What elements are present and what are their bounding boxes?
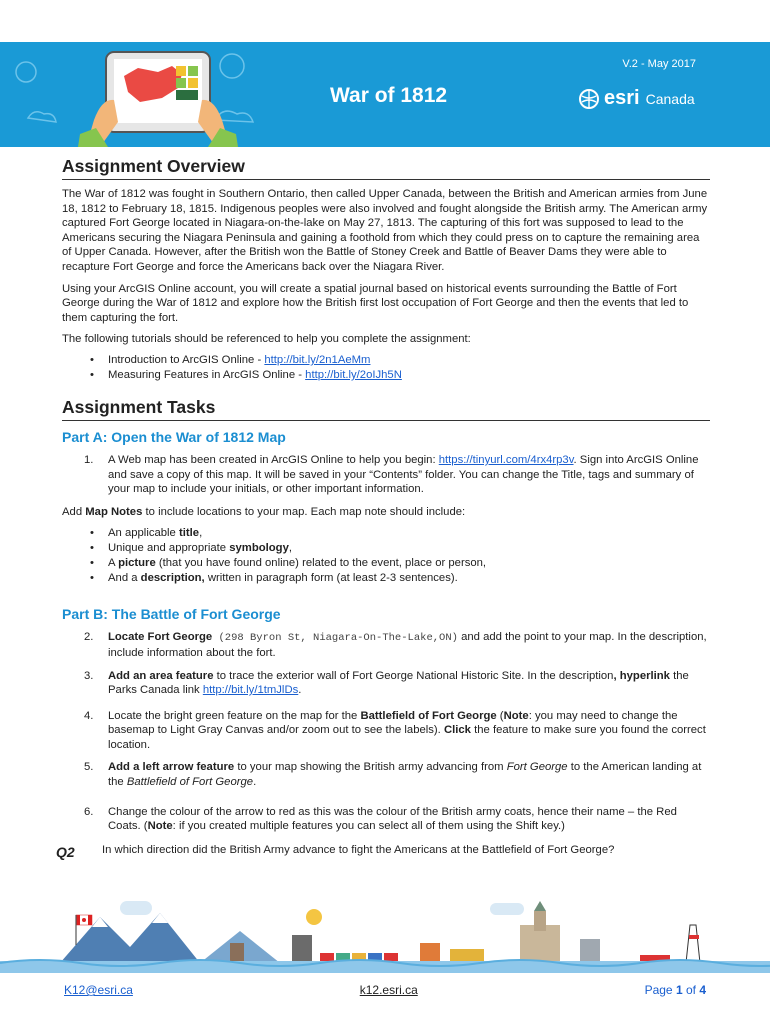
map-notes-list bbox=[62, 526, 710, 586]
header-banner bbox=[0, 42, 770, 147]
task-item-6: 6. Change the colour of the arrow to red as this was the colour of the British army coats, hence their name – the Red Coats. (Note: if you created multiple features you can select all of them using the Shift key.) bbox=[84, 805, 677, 833]
overview-paragraph-3: The following tutorials should be referenced to help you complete the assignment: bbox=[62, 333, 471, 346]
version-label: V.2 - May 2017 bbox=[622, 58, 696, 70]
tutorial-list bbox=[62, 353, 710, 383]
list-item: • A picture (that you have found online) related to the event, place or person, bbox=[90, 556, 710, 571]
tutorial-link-intro[interactable]: http://bit.ly/2n1AeMm bbox=[264, 353, 371, 366]
footer-site-link[interactable]: k12.esri.ca bbox=[359, 983, 418, 997]
map-notes-intro: Add Map Notes to include locations to your map. Each map note should include: bbox=[62, 505, 466, 518]
list-item: • An applicable title, bbox=[90, 526, 710, 541]
question-text: In which direction did the British Army advance to fight the Americans at the Battlefield of Fort George? bbox=[102, 843, 615, 856]
tutorial-link-measuring[interactable]: http://bit.ly/2oIJh5N bbox=[305, 368, 402, 381]
logo-country: Canada bbox=[645, 90, 695, 107]
document-body bbox=[56, 150, 710, 860]
page-indicator: Page 1 of 4 bbox=[644, 983, 706, 997]
question-label: Q2 bbox=[56, 843, 75, 860]
tablet-illustration bbox=[0, 42, 300, 147]
overview-heading: Assignment Overview bbox=[62, 150, 710, 180]
list-item: • Measuring Features in ArcGIS Online - http://bit.ly/2oIJh5N bbox=[90, 368, 710, 383]
web-map-link[interactable]: https://tinyurl.com/4rx4rp3v bbox=[438, 453, 574, 466]
task-item-2: 2. Locate Fort George (298 Byron St, Niagara-On-The-Lake,ON) and add the point to your map. In the description, include information about the fort. bbox=[84, 631, 707, 659]
globe-icon bbox=[578, 88, 600, 110]
task-item-1: 1. A Web map has been created in ArcGIS Online to help you begin: https://tinyurl.com/4rx4rp3v. Sign into ArcGIS Online and save a copy of this map. It will be saved in your “Contents” folder. You can change the Title, tags and summary of your map to include your initials, or other important information. bbox=[84, 453, 699, 496]
canada-landscape-illustration bbox=[0, 895, 770, 975]
logo-word: esri bbox=[604, 87, 640, 109]
banner-title: War of 1812 bbox=[330, 84, 448, 107]
overview-paragraph-1: The War of 1812 was fought in Southern Ontario, then called Upper Canada, between the British and American armies from June 18, 1812 to February 18, 1815. Indigenous peoples were also involved and fought alongside the British army. The American army captured Fort George located in Niagara-on-the-lake on May 27, 1813. The capturing of this fort was supposed to lead to the Americans securing the Niagara Peninsula and gaining a foothold from which they could press on to capture the remaining area of Upper Canada. However, after the British won the Battle of Stoney Creek and Battle of Beaver Dams they were able to recapture Fort George and force the Americans back over the Niagara River. bbox=[62, 188, 708, 273]
task-item-3: 3. Add an area feature to trace the exterior wall of Fort George National Historic Site. In the description, hyperlink the Parks Canada link http://bit.ly/1tmJlDs. bbox=[84, 669, 689, 697]
question-q2 bbox=[56, 843, 710, 860]
part-b-title: Part B: The Battle of Fort George bbox=[62, 606, 281, 623]
task-item-5: 5. Add a left arrow feature to your map showing the British army advancing from Fort George to the American landing at the Battlefield of Fort George. bbox=[84, 761, 702, 789]
esri-canada-logo bbox=[578, 87, 695, 110]
list-item: • And a description, written in paragraph form (at least 2-3 sentences). bbox=[90, 571, 710, 586]
tasks-heading: Assignment Tasks bbox=[62, 391, 710, 421]
parks-canada-link[interactable]: http://bit.ly/1tmJlDs bbox=[202, 684, 299, 697]
list-item: • Introduction to ArcGIS Online - http://bit.ly/2n1AeMm bbox=[90, 353, 710, 368]
footer-email-link[interactable]: K12@esri.ca bbox=[64, 983, 133, 997]
page-footer bbox=[64, 983, 706, 997]
part-a-title: Part A: Open the War of 1812 Map bbox=[62, 428, 286, 445]
task-item-4: 4. Locate the bright green feature on the map for the Battlefield of Fort George (Note: you may need to change the basemap to Light Gray Canvas and/or zoom out to see the labels). Click the feature to make sure you found the correct location. bbox=[84, 709, 706, 751]
list-item: • Unique and appropriate symbology, bbox=[90, 541, 710, 556]
overview-paragraph-2: Using your ArcGIS Online account, you will create a spatial journal based on historical events surrounding the Battle of Fort George during the War of 1812 and explore how the British first lost occupation of Fort George and then the events that led to them capturing the fort. bbox=[62, 282, 689, 324]
